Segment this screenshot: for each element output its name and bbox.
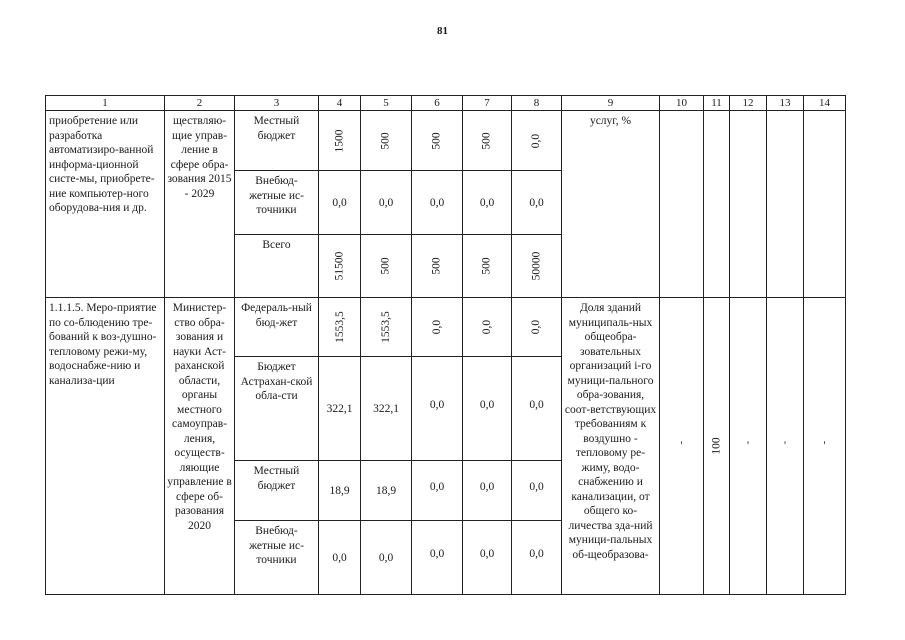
value-cell: 100 — [704, 298, 730, 595]
empty-cell — [660, 111, 704, 298]
value-cell: 500 — [361, 111, 412, 171]
empty-cell — [804, 111, 846, 298]
value-cell: 0,0 — [412, 298, 463, 357]
source-cell: Местный бюджет — [235, 111, 319, 171]
value-cell: 0,0 — [361, 171, 412, 235]
source-cell: Федераль-ный бюд-жет — [235, 298, 319, 357]
col-header: 8 — [512, 96, 562, 111]
value-cell: 0,0 — [463, 357, 512, 461]
col-header: 1 — [46, 96, 165, 111]
executor-cell: Министер-ство обра-зования и науки Аст-раханской области, органы местного самоуправ-ления, осуществ-ляющие управление в сфере об-разования 2020 — [165, 298, 235, 595]
activity-cell: 1.1.1.5. Меро-приятие по со-блюдению тре-бований к воз-душно-тепловому режи-му, водоснабже-нию и канализа-ции — [46, 298, 165, 595]
value-cell: ' — [730, 298, 767, 595]
empty-cell — [730, 111, 767, 298]
value-cell: 1553,5 — [361, 298, 412, 357]
value-cell: 0,0 — [512, 171, 562, 235]
col-header: 12 — [730, 96, 767, 111]
value-cell: 500 — [463, 235, 512, 298]
value-cell: 50000 — [512, 235, 562, 298]
col-header: 2 — [165, 96, 235, 111]
value-cell: 0,0 — [361, 521, 412, 595]
value-cell: 0,0 — [512, 357, 562, 461]
value-cell: 51500 — [319, 235, 361, 298]
col-header: 6 — [412, 96, 463, 111]
value-cell: ' — [660, 298, 704, 595]
header-row — [46, 96, 846, 111]
value-cell: 0,0 — [512, 298, 562, 357]
source-cell: Бюджет Астрахан-ской обла-сти — [235, 357, 319, 461]
source-cell: Всего — [235, 235, 319, 298]
value-cell: 500 — [463, 111, 512, 171]
value-cell: 0,0 — [412, 357, 463, 461]
value-cell: 1500 — [319, 111, 361, 171]
value-cell: 500 — [412, 235, 463, 298]
col-header: 11 — [704, 96, 730, 111]
col-header: 4 — [319, 96, 361, 111]
value-cell: 322,1 — [319, 357, 361, 461]
activity-cell: приобретение или разработка автоматизиро-ванной информа-ционной систе-мы, приобрете-ние компьютер-ного оборудова-ния и др. — [46, 111, 165, 298]
col-header: 5 — [361, 96, 412, 111]
value-cell: 0,0 — [463, 521, 512, 595]
col-header: 10 — [660, 96, 704, 111]
value-cell: 322,1 — [361, 357, 412, 461]
value-cell: 500 — [412, 111, 463, 171]
value-cell: 18,9 — [361, 461, 412, 521]
value-cell: 0,0 — [512, 111, 562, 171]
col-header: 9 — [562, 96, 660, 111]
executor-cell: ществляю-щие управ-ление в сфере обра-зования 2015 - 2029 — [165, 111, 235, 298]
value-cell: 0,0 — [319, 521, 361, 595]
source-cell: Внебюд-жетные ис-точники — [235, 521, 319, 595]
value-cell: 18,9 — [319, 461, 361, 521]
value-cell: 0,0 — [463, 171, 512, 235]
col-header: 14 — [804, 96, 846, 111]
col-header: 13 — [767, 96, 804, 111]
value-cell: ' — [767, 298, 804, 595]
value-cell: 0,0 — [319, 171, 361, 235]
table-row — [46, 111, 846, 171]
value-cell: 0,0 — [463, 461, 512, 521]
value-cell: 0,0 — [512, 521, 562, 595]
value-cell: 0,0 — [463, 298, 512, 357]
value-cell: ' — [804, 298, 846, 595]
source-cell: Внебюд-жетные ис-точники — [235, 171, 319, 235]
value-cell: 0,0 — [412, 461, 463, 521]
source-cell: Местный бюджет — [235, 461, 319, 521]
col-header: 3 — [235, 96, 319, 111]
budget-table — [45, 95, 846, 595]
indicator-cell: Доля зданий муниципаль-ных общеобра-зовательных организаций і-го муници-пального обра-зования, соот-ветствующих требованиям к воздушно - тепловому ре-жиму, водо-снабжению и канализации, от общего ко-личества зда-ний муници-пальных об-щеобразова- — [562, 298, 660, 595]
value-cell: 0,0 — [412, 171, 463, 235]
col-header: 7 — [463, 96, 512, 111]
empty-cell — [767, 111, 804, 298]
page-number: 81 — [437, 25, 448, 37]
value-cell: 500 — [361, 235, 412, 298]
value-cell: 0,0 — [412, 521, 463, 595]
empty-cell — [704, 111, 730, 298]
value-cell: 1553,5 — [319, 298, 361, 357]
value-cell: 0,0 — [512, 461, 562, 521]
indicator-cell: услуг, % — [562, 111, 660, 298]
table-row — [46, 298, 846, 357]
